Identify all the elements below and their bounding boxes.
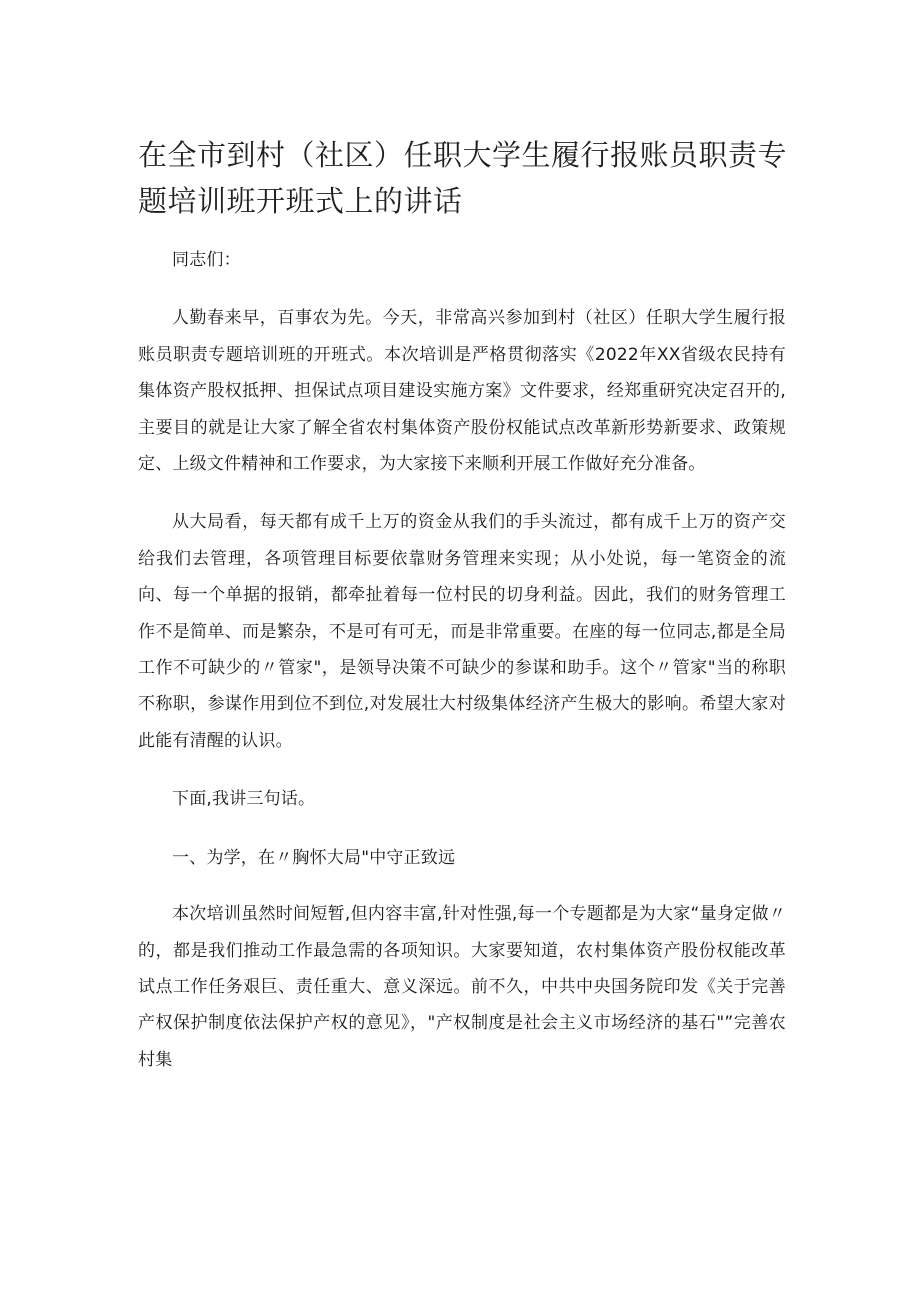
paragraph-intro: 人勤春来早，百事农为先。今天，非常高兴参加到村（社区）任职大学生履行报账员职责专题培训班的开班式。本次培训是严格贯彻落实《2022年XX省级农民持有集体资产股权抵押、担保试点项目建设实施方案》文件要求，经郑重研究决定召开的,主要目的就是让大家了解全省农村集体资产股份权能试点改革新形势新要求、政策规定、上级文件精神和工作要求，为大家接下来顺利开展工作做好充分准备。 [138,308,786,475]
document-body [138,242,786,1100]
paragraph-transition: 下面,我讲三句话。 [172,789,316,810]
paragraph-overview: 从大局看，每天都有成千上万的资金从我们的手头流过，都有成千上万的资产交给我们去管理，各项管理目标要依靠财务管理来实现；从小处说，每一笔资金的流向、每一个单据的报销，都牵扯着每一位村民的切身利益。因此，我们的财务管理工作不是简单、而是繁杂，不是可有可无，而是非常重要。在座的每一位同志,都是全局工作不可缺少的〃管家"，是领导决策不可缺少的参谋和助手。这个〃管家"当的称职不称职，参谋作用到位不到位,对发展壮大村级集体经济产生极大的影响。希望大家对此能有清醒的认识。 [138,512,786,751]
section-heading-one: 一、为学，在〃胸怀大局"中守正致远 [172,847,456,868]
salutation: 同志们： [172,250,241,270]
document-title: 在全市到村（社区）任职大学生履行报账员职责专题培训班开班式上的讲话 [138,138,788,218]
paragraph-training: 本次培训虽然时间短暂,但内容丰富,针对性强,每一个专题都是为大家“量身定做〃的，都是我们推动工作最急需的各项知识。大家要知道，农村集体资产股份权能改革试点工作任务艰巨、责任重大、意义深远。前不久，中共中央国务院印发《关于完善产权保护制度依法保护产权的意见》，"产权制度是社会主义市场经济的基石"”完善农村集 [138,904,786,1070]
